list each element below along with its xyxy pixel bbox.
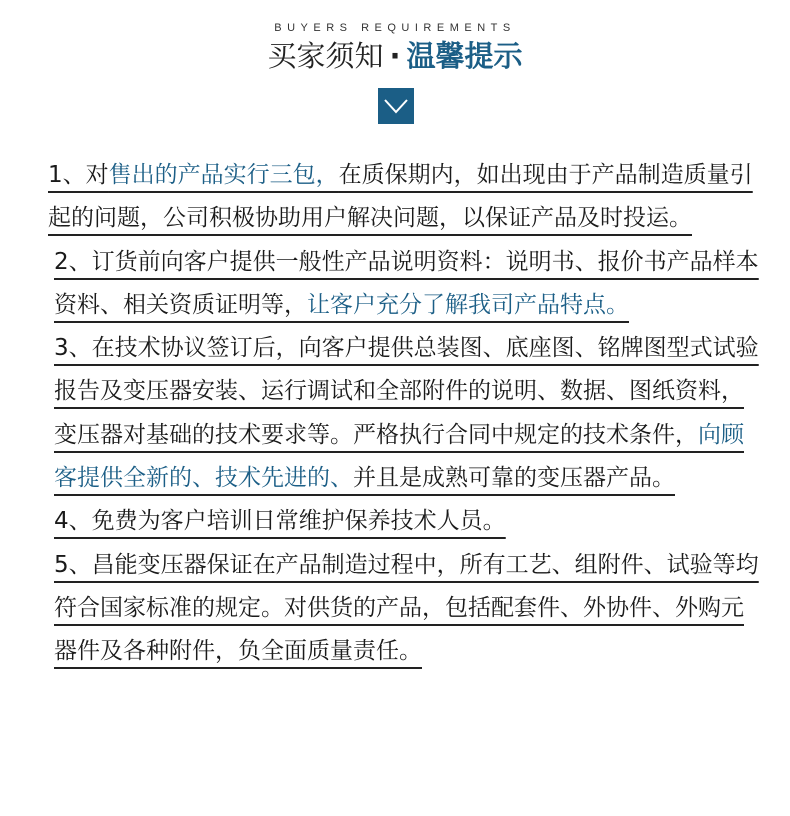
- title-main: 买家须知: [267, 39, 384, 73]
- item-3-highlight: 向顾客提供全新的、技术先进的、: [54, 421, 744, 492]
- item-3-text-rest: 并且是成熟可靠的变压器产品。: [353, 465, 675, 492]
- header-subtitle: BUYERS REQUIREMENTS: [274, 22, 516, 34]
- list-item: [48, 327, 760, 500]
- item-1-text-rest: 在质保期内，如出现由于产品制造质量引起的问题，公司积极协助用户解决问题，以保证产品及时投运。: [48, 162, 753, 232]
- item-1-highlight: 售出的产品实行三包，: [108, 162, 339, 188]
- list-item: [48, 500, 760, 543]
- list-item: [48, 241, 760, 328]
- chevron-down-icon: [378, 88, 414, 124]
- item-4-text: 4、免费为客户培训日常维护保养技术人员。: [54, 508, 506, 535]
- item-1-text: 1、对: [48, 162, 109, 188]
- item-5-text: 5、昌能变压器保证在产品制造过程中，所有工艺、组附件、试验等均符合国家标准的规定。对供货的产品，包括配套件、外协件、外购元器件及各种附件，负全面质量责任。: [54, 551, 759, 665]
- item-2-highlight: 让客户充分了解我司产品特点。: [307, 291, 629, 318]
- header-title: [0, 36, 790, 76]
- title-highlight: 温馨提示: [406, 39, 523, 73]
- chevron-down-button[interactable]: [378, 88, 414, 124]
- requirements-list: [48, 154, 760, 674]
- header: [0, 0, 790, 130]
- list-item: [48, 544, 760, 674]
- list-item: [48, 154, 760, 241]
- item-3-text: 3、在技术协议签订后，向客户提供总装图、底座图、铭牌图型式试验报告及变压器安装、运行调试和全部附件的说明、数据、图纸资料，变压器对基础的技术要求等。严格执行合同中规定的技术条件，: [54, 335, 759, 448]
- title-dot: ·: [389, 39, 401, 73]
- item-2-text: 2、订货前向客户提供一般性产品说明资料：说明书、报价书产品样本资料、相关资质证明等，: [54, 248, 759, 318]
